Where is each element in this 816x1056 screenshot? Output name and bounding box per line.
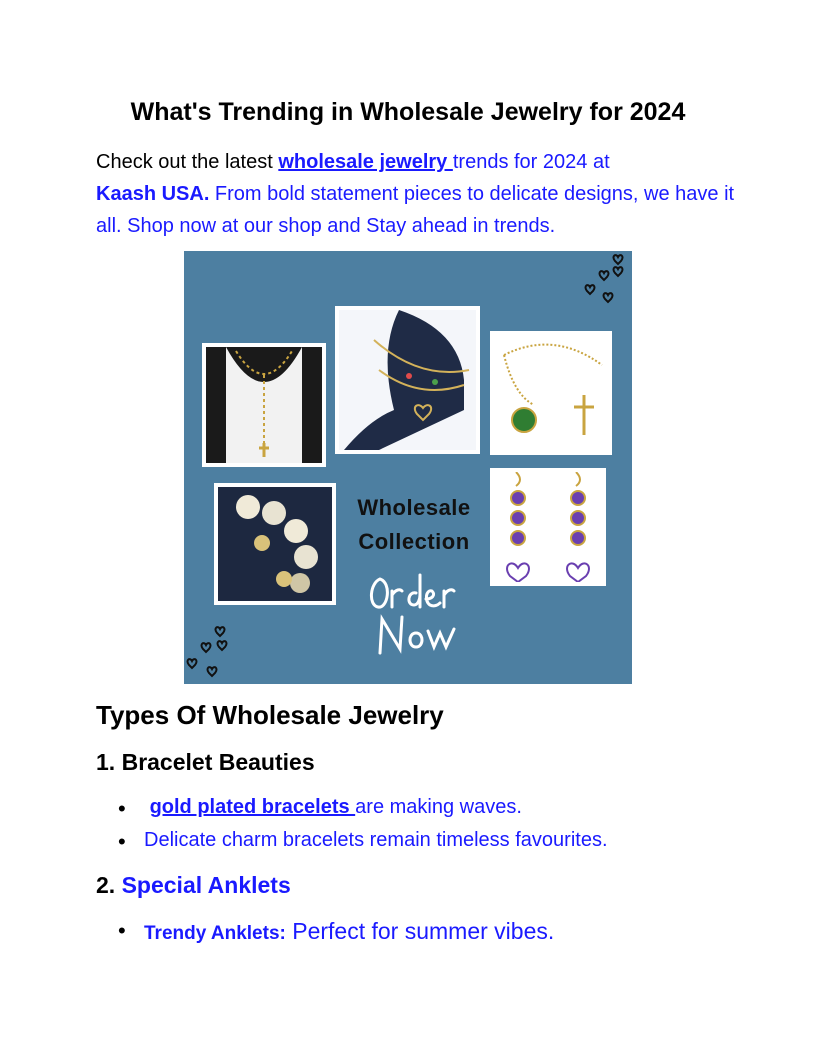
- necklace-image[interactable]: [202, 343, 326, 467]
- page-title: What's Trending in Wholesale Jewelry for 2024: [130, 98, 686, 126]
- intro-text-2: trends for 2024 at: [452, 151, 610, 173]
- section-name: Bracelet Beauties: [121, 749, 315, 775]
- anklet-photo-icon: [339, 310, 476, 450]
- intro-text: Check out the latest: [96, 151, 279, 173]
- list-item-tail: Perfect for summer vibes.: [285, 918, 555, 944]
- necklace-photo-icon: [206, 347, 322, 463]
- intro-paragraph: [96, 146, 736, 242]
- hearts-doodle-icon: [582, 251, 632, 311]
- hearts-doodle-icon: [184, 623, 234, 683]
- wholesale-collection-banner[interactable]: [184, 251, 632, 684]
- cross-bracelet-photo-icon: [494, 335, 608, 451]
- banner-line-2: Collection: [358, 529, 470, 554]
- section-bracelet-heading: [96, 749, 315, 776]
- bullet-icon: •: [118, 829, 126, 854]
- charm-bracelet-image[interactable]: [214, 483, 336, 605]
- list-item-text: Delicate charm bracelets remain timeless favourites.: [144, 829, 608, 851]
- cross-bracelet-image[interactable]: [490, 331, 612, 455]
- list-item-text: [144, 918, 554, 945]
- charm-bracelet-photo-icon: [218, 487, 332, 601]
- banner-heading: [344, 491, 484, 559]
- intro-text-3: From bold statement pieces to delicate designs, we have it all. Shop now at our shop and Stay ahead in trends.: [96, 183, 735, 237]
- banner-line-1: Wholesale: [357, 495, 471, 520]
- brand-name: Kaash USA.: [96, 183, 210, 205]
- anklet-image[interactable]: [335, 306, 480, 454]
- section-name: Special Anklets: [121, 872, 291, 898]
- list-item-tail: are making waves.: [355, 796, 522, 818]
- list-item-label: Trendy Anklets:: [144, 923, 286, 944]
- section-number: 1.: [96, 749, 122, 775]
- section-heading: Types Of Wholesale Jewelry: [96, 700, 444, 730]
- wholesale-jewelry-link[interactable]: wholesale jewelry: [278, 151, 453, 173]
- earrings-image[interactable]: [490, 468, 606, 586]
- bullet-icon: •: [118, 796, 126, 821]
- section-anklets-heading: [96, 872, 291, 899]
- list-item-text: [144, 796, 522, 819]
- earrings-photo-icon: [494, 472, 602, 582]
- bullet-icon: •: [118, 918, 126, 943]
- order-now-script-icon[interactable]: [364, 569, 464, 659]
- section-number: 2.: [96, 872, 122, 898]
- gold-plated-bracelets-link[interactable]: gold plated bracelets: [149, 796, 356, 818]
